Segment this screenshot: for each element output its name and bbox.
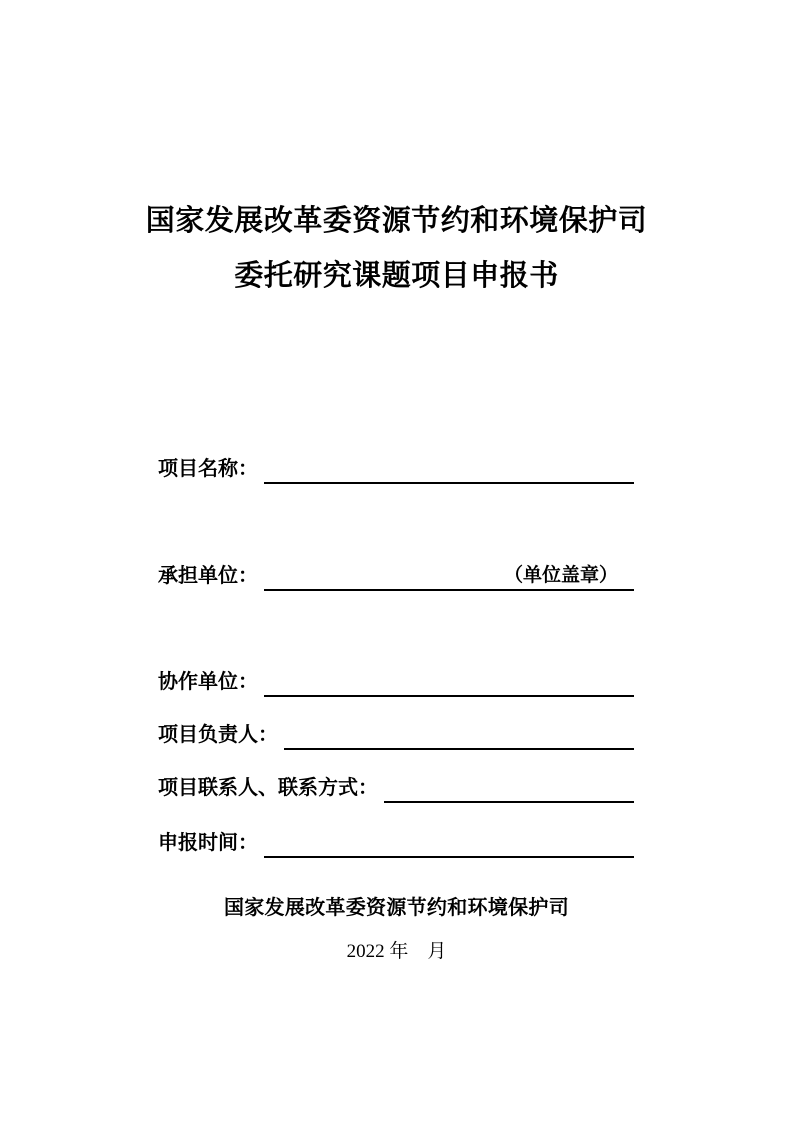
undertaking-unit-label: 承担单位： [158,565,258,587]
project-contact-label: 项目联系人、联系方式： [158,777,378,799]
field-row-undertaking-unit [158,559,634,591]
footer-organization: 国家发展改革委资源节约和环境保护司 [223,897,570,919]
field-row-project-leader [158,718,634,750]
undertaking-unit-fill-line[interactable] [264,559,634,591]
cooperating-unit-fill-line[interactable] [264,665,634,697]
document-title-line-2: 委托研究课题项目申报书 [234,260,559,292]
project-contact-fill-line[interactable] [384,771,634,803]
document-title-line-1: 国家发展改革委资源节约和环境保护司 [145,205,648,237]
project-name-fill-line[interactable] [264,452,634,484]
unit-seal-note: （单位盖章） [503,565,618,586]
project-name-label: 项目名称： [158,458,258,480]
field-row-project-name [158,452,634,484]
application-date-fill-line[interactable] [264,826,634,858]
field-row-application-date [158,826,634,858]
application-date-label: 申报时间： [158,832,258,854]
project-leader-label: 项目负责人： [158,724,278,746]
field-row-cooperating-unit [158,665,634,697]
cooperating-unit-label: 协作单位： [158,671,258,693]
footer-date-line: 2022 年 月 [346,941,447,962]
field-row-project-contact [158,771,634,803]
project-leader-fill-line[interactable] [284,718,634,750]
